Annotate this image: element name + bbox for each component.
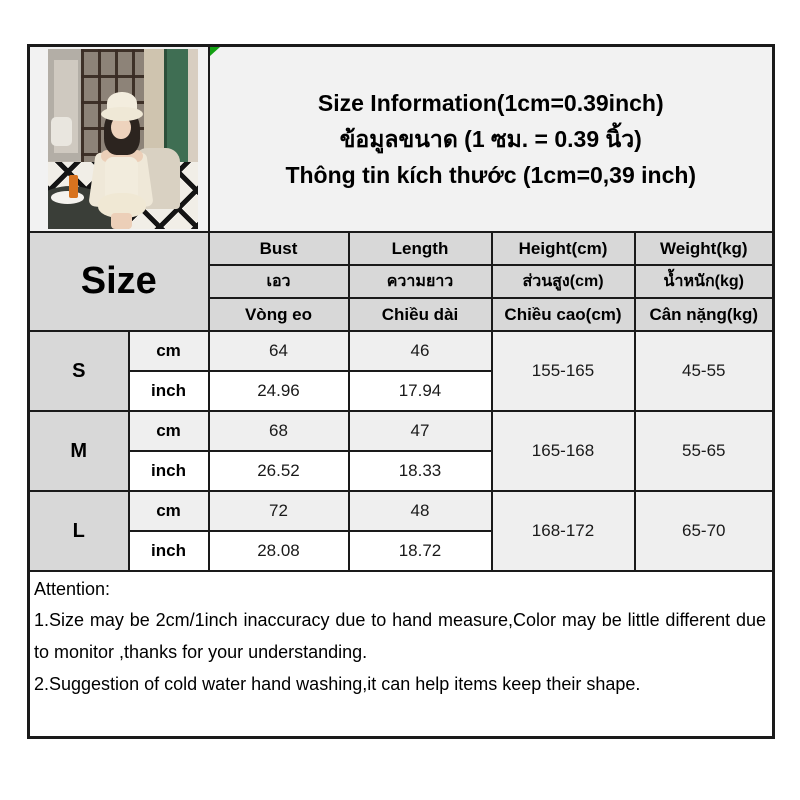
l-height-range: 168-172 (492, 491, 635, 571)
product-photo-cell (29, 46, 209, 233)
table-row-l-cm (29, 491, 774, 531)
product-photo (48, 49, 198, 229)
col-header-length-en: Length (349, 232, 492, 265)
m-length-cm: 47 (349, 411, 492, 451)
col-header-height-en: Height(cm) (492, 232, 635, 265)
photo-legs (111, 213, 132, 229)
col-header-length-th: ความยาว (349, 265, 492, 298)
size-chart-table (27, 44, 775, 739)
unit-label-cm: cm (129, 411, 209, 451)
table-row-m-cm (29, 411, 774, 451)
s-length-cm: 46 (349, 331, 492, 371)
attention-note-2: 2.Suggestion of cold water hand washing,it can help items keep their shape. (34, 674, 641, 694)
photo-plate (51, 191, 84, 204)
cell-corner-flag-icon (210, 47, 220, 56)
table-row-s-cm (29, 331, 774, 371)
attention-cell (29, 571, 774, 738)
col-header-weight-vi: Cân nặng(kg) (635, 298, 774, 331)
col-header-weight-en: Weight(kg) (635, 232, 774, 265)
unit-label-inch: inch (129, 451, 209, 491)
size-label-s: S (29, 331, 129, 411)
col-header-height-vi: Chiều cao(cm) (492, 298, 635, 331)
col-header-bust-vi: Vòng eo (209, 298, 349, 331)
photo-hat-brim (101, 107, 143, 121)
col-header-weight-th: น้ำหนัก(kg) (635, 265, 774, 298)
s-bust-cm: 64 (209, 331, 349, 371)
unit-label-cm: cm (129, 331, 209, 371)
photo-dress (105, 157, 138, 197)
unit-label-inch: inch (129, 531, 209, 571)
col-header-bust-en: Bust (209, 232, 349, 265)
m-bust-inch: 26.52 (209, 451, 349, 491)
unit-label-cm: cm (129, 491, 209, 531)
l-length-inch: 18.72 (349, 531, 492, 571)
l-length-cm: 48 (349, 491, 492, 531)
attention-note-1: 1.Size may be 2cm/1inch inaccuracy due to hand measure,Color may be little different due to monitor ,thanks for your understanding. (34, 610, 767, 662)
col-header-bust-th: เอว (209, 265, 349, 298)
title-english: Size Information(1cm=0.39inch) (317, 90, 664, 116)
m-length-inch: 18.33 (349, 451, 492, 491)
size-header: Size (29, 232, 209, 331)
photo-chair-left (51, 117, 72, 146)
s-bust-inch: 24.96 (209, 371, 349, 411)
title-cell (209, 46, 774, 233)
photo-bottle (69, 175, 78, 198)
m-bust-cm: 68 (209, 411, 349, 451)
size-label-l: L (29, 491, 129, 571)
m-height-range: 165-168 (492, 411, 635, 491)
attention-row (29, 571, 774, 738)
l-weight-range: 65-70 (635, 491, 774, 571)
l-bust-cm: 72 (209, 491, 349, 531)
s-height-range: 155-165 (492, 331, 635, 411)
s-length-inch: 17.94 (349, 371, 492, 411)
l-bust-inch: 28.08 (209, 531, 349, 571)
unit-label-inch: inch (129, 371, 209, 411)
media-row (29, 46, 774, 233)
s-weight-range: 45-55 (635, 331, 774, 411)
title-thai: ข้อมูลขนาด (1 ซม. = 0.39 นิ้ว) (339, 126, 642, 152)
col-header-length-vi: Chiều dài (349, 298, 492, 331)
col-header-height-th: ส่วนสูง(cm) (492, 265, 635, 298)
m-weight-range: 55-65 (635, 411, 774, 491)
attention-heading: Attention: (34, 579, 111, 599)
size-label-m: M (29, 411, 129, 491)
title-vietnamese: Thông tin kích thước (1cm=0,39 inch) (285, 162, 697, 188)
header-row-english (29, 232, 774, 265)
